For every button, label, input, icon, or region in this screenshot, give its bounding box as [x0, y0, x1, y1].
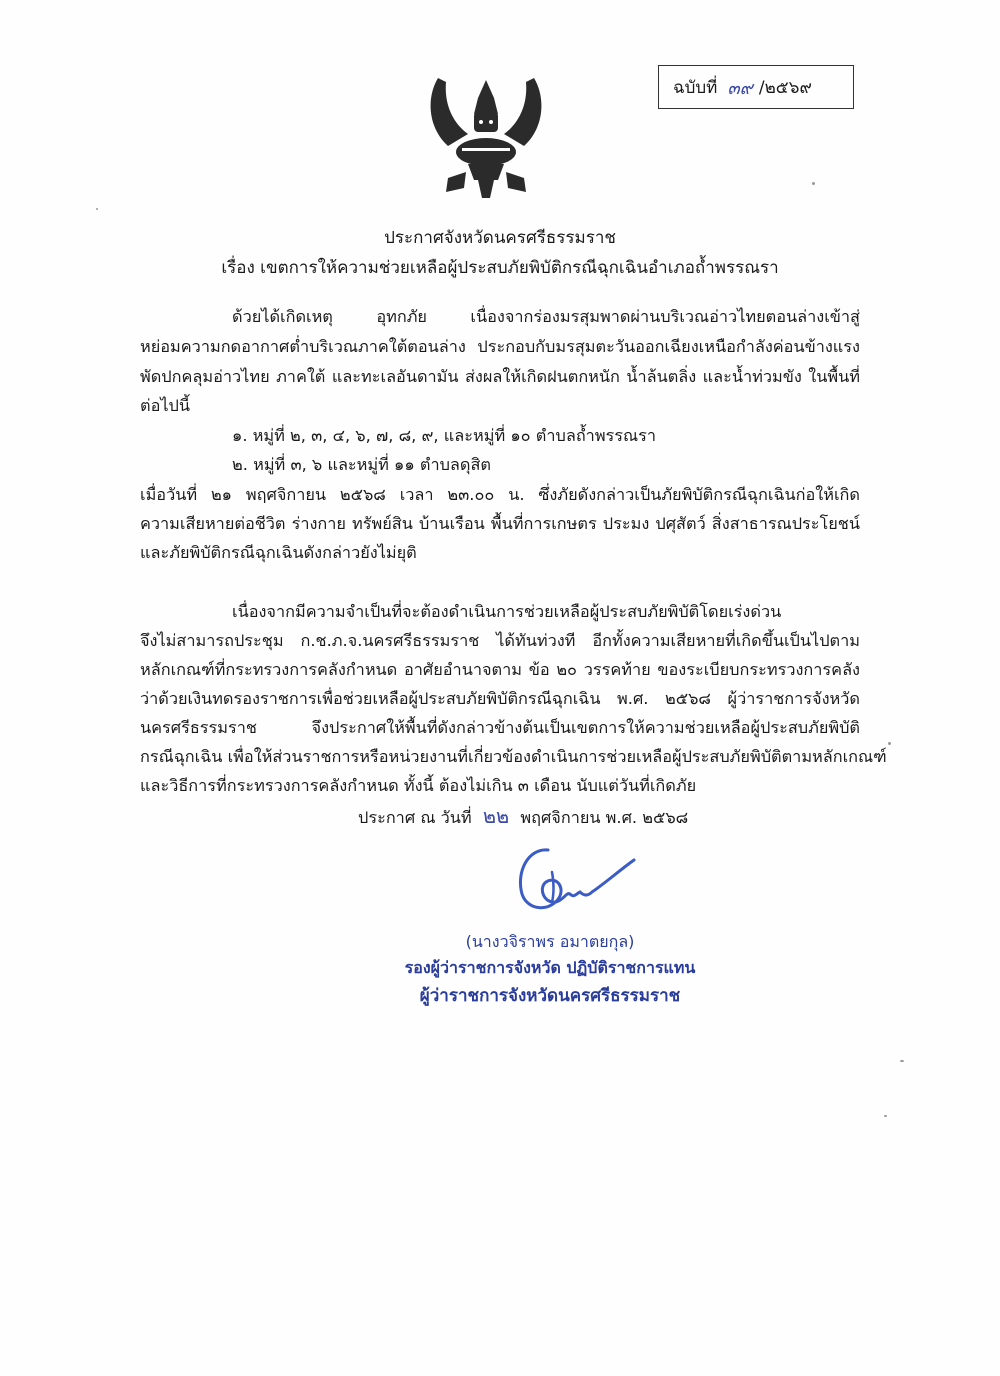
paragraph-line: และภัยพิบัติกรณีฉุกเฉินดังกล่าวยังไม่ยุติ [140, 543, 417, 562]
garuda-emblem-icon [418, 68, 554, 204]
scan-speck [888, 742, 891, 745]
paragraph-line: เนื่องจากมีความจำเป็นที่จะต้องดำเนินการช่วยเหลือผู้ประสบภัยพิบัติโดยเร่งด่วน [232, 602, 782, 621]
document-number-box [658, 65, 854, 109]
paragraph-line: หลักเกณฑ์ที่กระทรวงการคลังกำหนด อาศัยอำนาจตาม ข้อ ๒๐ วรรคท้าย ของระเบียบกระทรวงการคลัง [140, 660, 860, 679]
paragraph-line: ความเสียหายต่อชีวิต ร่างกาย ทรัพย์สิน บ้านเรือน พื้นที่การเกษตร ประมง ปศุสัตว์ สิ่งสาธารณประโยชน์ [140, 514, 860, 533]
document-number-label: ฉบับที่ [673, 77, 718, 98]
affected-area-item: ๑. หมู่ที่ ๒, ๓, ๔, ๖, ๗, ๘, ๙, และหมู่ที่ ๑๐ ตำบลถ้ำพรรณรา [232, 426, 657, 445]
paragraph-line: และวิธีการที่กระทรวงการคลังกำหนด ทั้งนี้ ต้องไม่เกิน ๓ เดือน นับแต่วันที่เกิดภัย [140, 776, 697, 795]
signature-icon [508, 842, 638, 922]
announcement-date [358, 800, 688, 832]
paragraph-line: ว่าด้วยเงินทดรองราชการเพื่อช่วยเหลือผู้ประสบภัยพิบัติกรณีฉุกเฉิน พ.ศ. ๒๕๖๘ ผู้ว่าราชการจังหวัด [140, 689, 860, 708]
scan-speck [812, 182, 815, 185]
signatory-on-behalf-of: ผู้ว่าราชการจังหวัดนครศรีธรรมราช [419, 986, 681, 1006]
signatory-name: (นางวจิราพร อมาตยกุล) [465, 932, 635, 951]
scan-speck [900, 1060, 904, 1062]
scan-speck [884, 1115, 887, 1117]
paragraph-line: จึงไม่สามารถประชุม ก.ช.ภ.จ.นครศรีธรรมราช ได้ทันท่วงที อีกทั้งความเสียหายที่เกิดขึ้นเป็นไปตาม [140, 631, 860, 650]
announcement-date-prefix: ประกาศ ณ วันที่ [358, 808, 472, 827]
announcement-date-suffix: พฤศจิกายน พ.ศ. ๒๕๖๘ [520, 808, 689, 827]
paragraph-line: กรณีฉุกเฉิน เพื่อให้ส่วนราชการหรือหน่วยงานที่เกี่ยวข้องดำเนินการช่วยเหลือผู้ประสบภัยพิบัติตามหลักเกณฑ์ [140, 747, 887, 766]
paragraph-line: ต่อไปนี้ [140, 396, 191, 415]
scan-speck [96, 208, 98, 210]
paragraph-line: ด้วยได้เกิดเหตุ อุทกภัย เนื่องจากร่องมรสุมพาดผ่านบริเวณอ่าวไทยตอนล่างเข้าสู่ [232, 307, 860, 326]
handwritten-day: ๒๒ [482, 804, 510, 828]
paragraph-line: พัดปกคลุมอ่าวไทย ภาคใต้ และทะเลอันดามัน ส่งผลให้เกิดฝนตกหนัก น้ำล้นตลิ่ง และน้ำท่วมขัง ในพื้นที่ [140, 367, 860, 386]
announcement-title: ประกาศจังหวัดนครศรีธรรมราช [384, 228, 616, 248]
paragraph-line: เมื่อวันที่ ๒๑ พฤศจิกายน ๒๕๖๘ เวลา ๒๓.๐๐ น. ซึ่งภัยดังกล่าวเป็นภัยพิบัติกรณีฉุกเฉินก่อให้เกิด [140, 485, 860, 504]
announcement-subject: เรื่อง เขตการให้ความช่วยเหลือผู้ประสบภัยพิบัติกรณีฉุกเฉินอำเภอถ้ำพรรณรา [221, 258, 779, 278]
affected-area-item: ๒. หมู่ที่ ๓, ๖ และหมู่ที่ ๑๑ ตำบลดุสิต [232, 455, 491, 474]
paragraph-line: หย่อมความกดอากาศต่ำบริเวณภาคใต้ตอนล่าง ประกอบกับมรสุมตะวันออกเฉียงเหนือกำลังค่อนข้างแรง [140, 337, 860, 356]
paragraph-line: นครศรีธรรมราช จึงประกาศให้พื้นที่ดังกล่าวข้างต้นเป็นเขตการให้ความช่วยเหลือผู้ประสบภัยพิบัติ [140, 718, 860, 737]
handwritten-document-number: ๓๙ [727, 77, 753, 99]
document-year: /๒๕๖๙ [758, 77, 812, 98]
signatory-position: รองผู้ว่าราชการจังหวัด ปฏิบัติราชการแทน [404, 958, 696, 977]
